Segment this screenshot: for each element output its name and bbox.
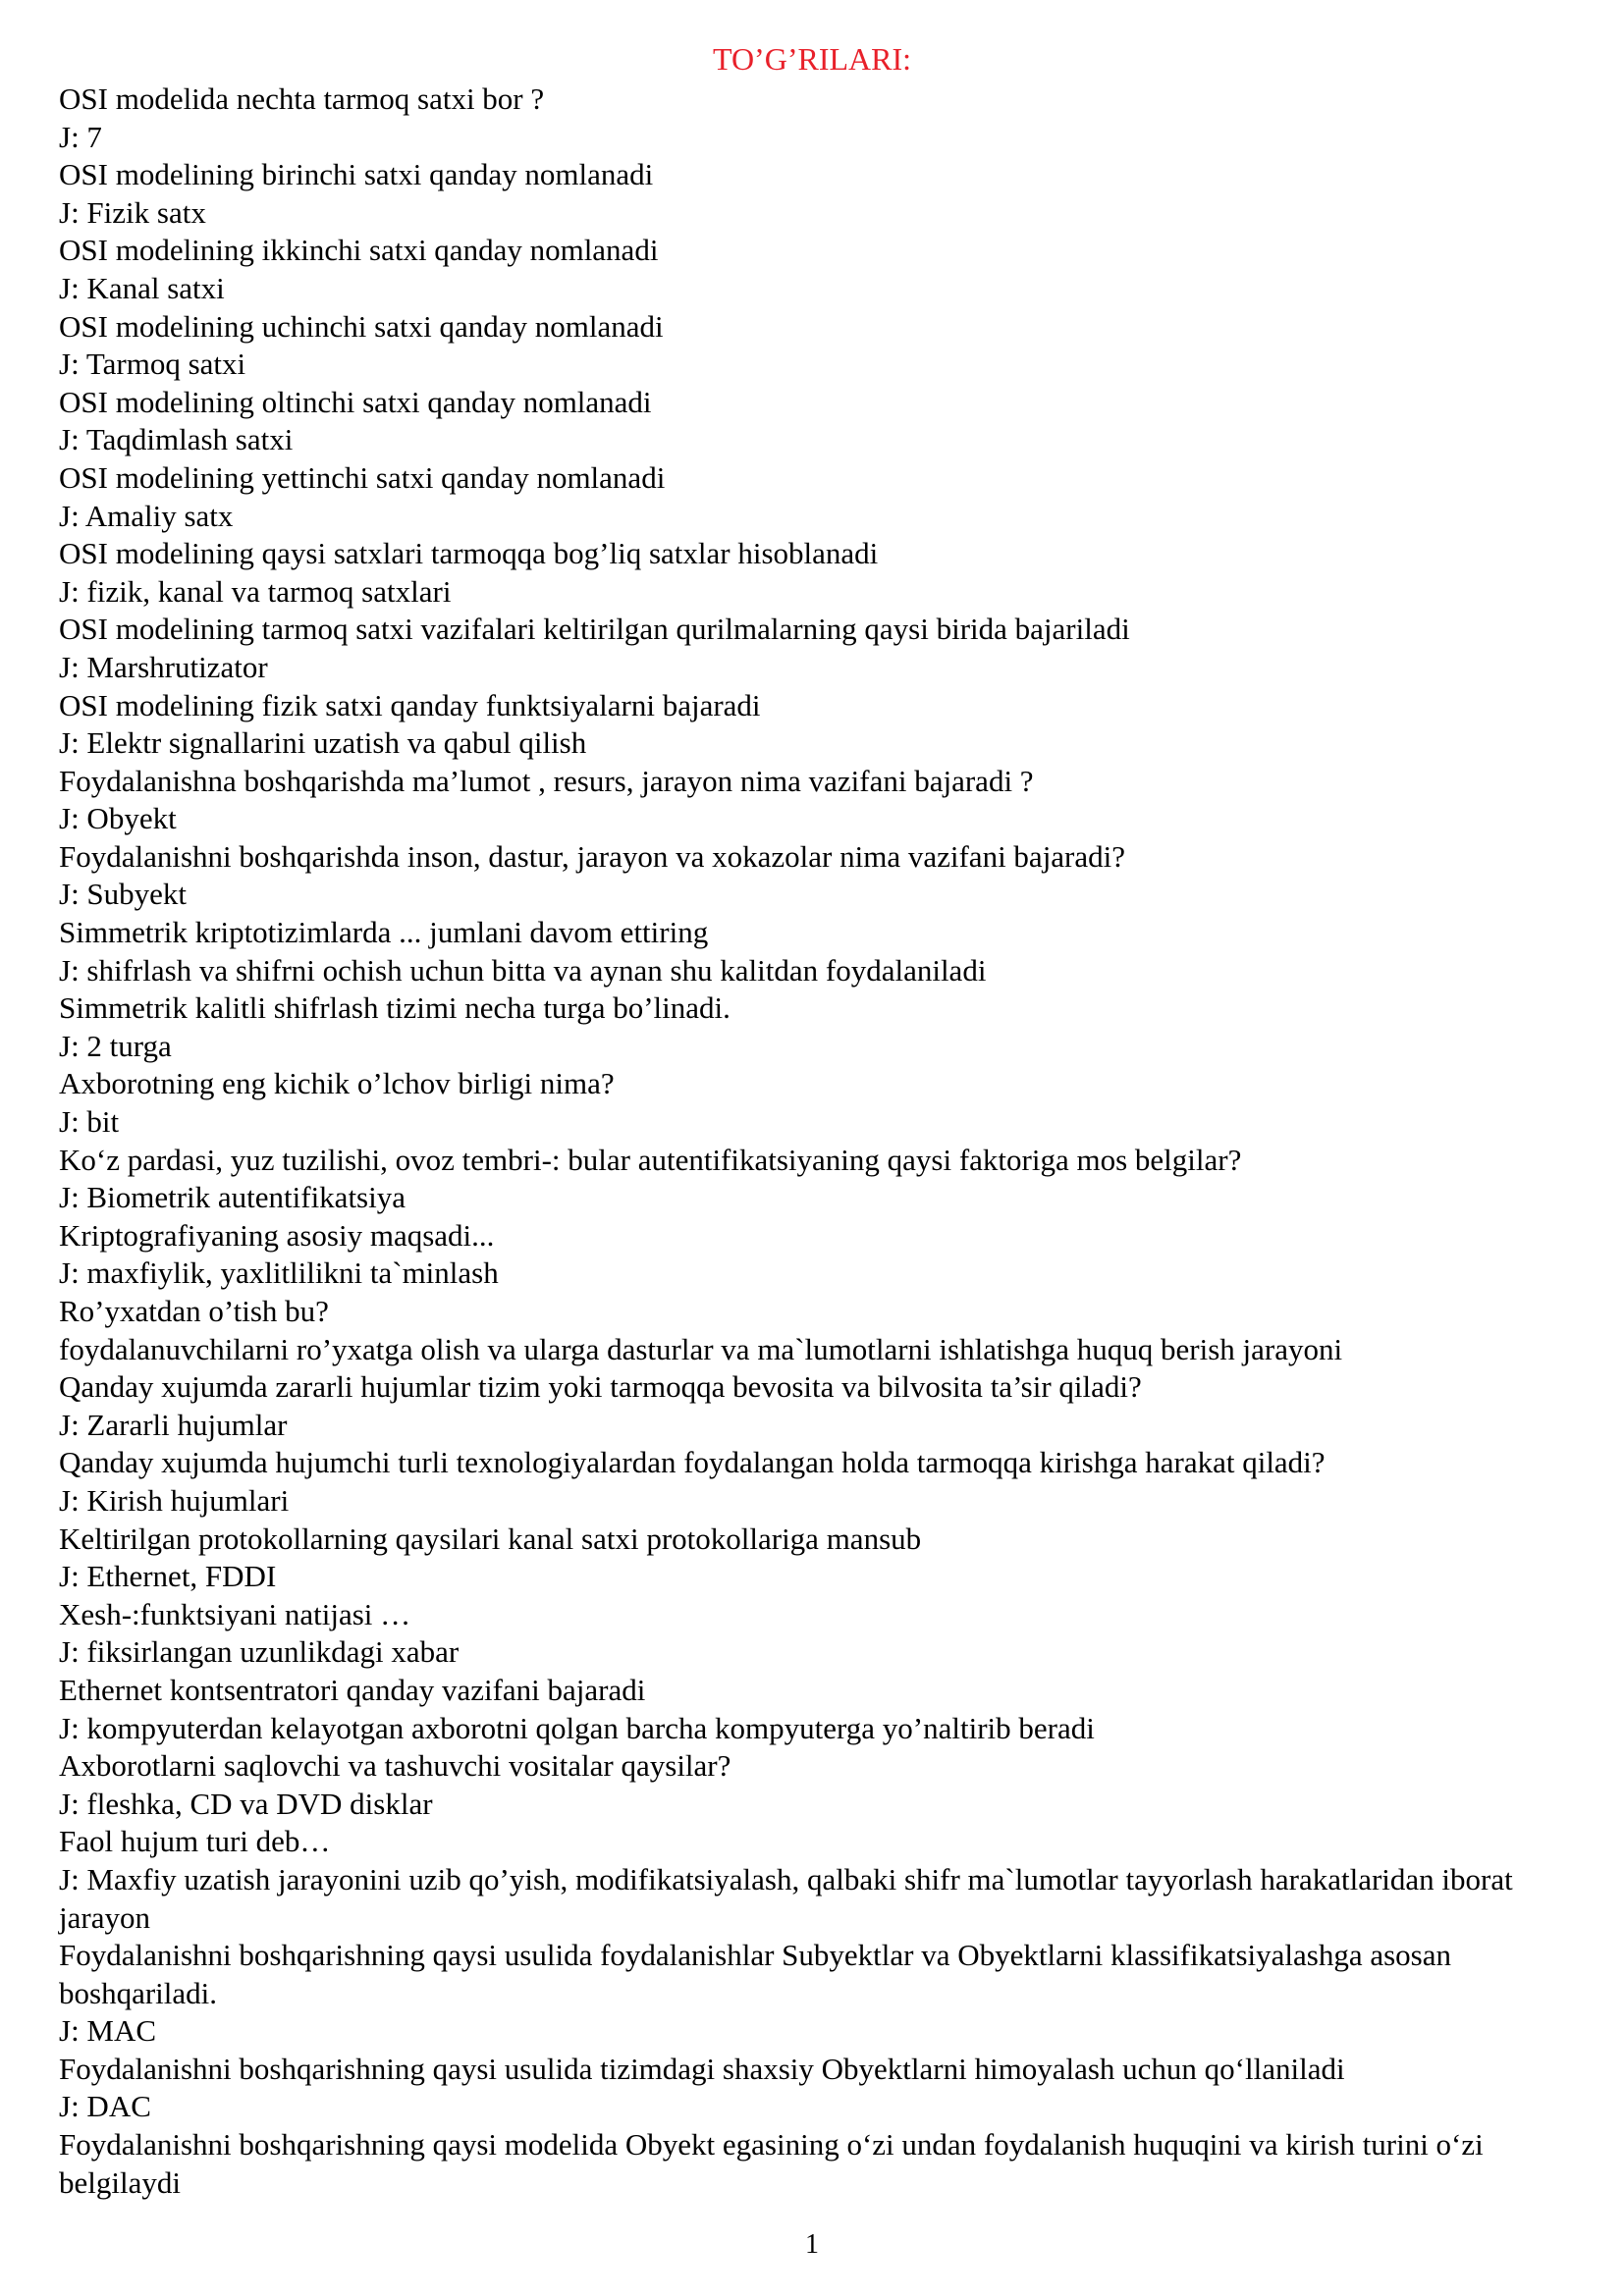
- answer-line: J: 7: [59, 119, 102, 154]
- text-line: OSI modelining uchinchi satxi qanday nomlanadi: [59, 308, 664, 344]
- text-line: OSI modelining yettinchi satxi qanday nomlanadi: [59, 459, 666, 495]
- text-line: Ko‘z pardasi, yuz tuzilishi, ovoz tembri-: bular autentifikatsiyaning qaysi faktoriga mos belgilar?: [59, 1142, 1242, 1177]
- text-line: OSI modelining fizik satxi qanday funktsiyalarni bajaradi: [59, 687, 761, 722]
- text-line: Foydalanishna boshqarishda ma’lumot , resurs, jarayon nima vazifani bajaradi ?: [59, 763, 1034, 798]
- text-line: Ethernet kontsentratori qanday vazifani bajaradi: [59, 1672, 646, 1707]
- text-line: Faol hujum turi deb…: [59, 1824, 331, 1859]
- text-line: Axborotning eng kichik o’lchov birligi nima?: [59, 1066, 615, 1101]
- text-line: OSI modelining oltinchi satxi qanday nomlanadi: [59, 384, 652, 419]
- answer-line: J: fleshka, CD va DVD disklar: [59, 1786, 433, 1821]
- answer-line: J: Biometrik autentifikatsiya: [59, 1180, 406, 1215]
- document-title: TO’G’RILARI:: [712, 41, 912, 77]
- page-number: 1: [805, 2229, 819, 2260]
- answer-line: J: fiksirlangan uzunlikdagi xabar: [59, 1634, 460, 1670]
- text-line: Foydalanishni boshqarishning qaysi usulida foydalanishlar Subyektlar va Obyektlarni klassifikatsiyalashga asosan boshqariladi.: [59, 1938, 1451, 2010]
- answer-line: J: Elektr signallarini uzatish va qabul qilish: [59, 725, 587, 761]
- text-line: OSI modelida nechta tarmoq satxi bor ?: [59, 81, 545, 116]
- answer-line: J: bit: [59, 1104, 120, 1140]
- document-body: [59, 80, 1591, 2202]
- text-line: Axborotlarni saqlovchi va tashuvchi vositalar qaysilar?: [59, 1748, 731, 1784]
- answer-line: J: maxfiylik, yaxlitlilikni ta`minlash: [59, 1255, 499, 1291]
- text-line: Foydalanishni boshqarishda inson, dastur, jarayon va xokazolar nima vazifani bajaradi?: [59, 838, 1126, 874]
- answer-line: J: fizik, kanal va tarmoq satxlari: [59, 573, 452, 609]
- text-line: OSI modelining tarmoq satxi vazifalari keltirilgan qurilmalarning qaysi birida bajariladi: [59, 612, 1130, 647]
- answer-line: J: Tarmoq satxi: [59, 347, 246, 382]
- answer-line: J: Maxfiy uzatish jarayonini uzib qo’yish, modifikatsiyalash, qalbaki shifr ma`lumotlar tayyorlash harakatlaridan iborat jarayon: [59, 1861, 1513, 1935]
- answer-line: J: Taqdimlash satxi: [59, 422, 294, 457]
- text-line: OSI modelining ikkinchi satxi qanday nomlanadi: [59, 233, 659, 268]
- text-line: Qanday xujumda zararli hujumlar tizim yoki tarmoqqa bevosita va bilvosita ta’sir qiladi?: [59, 1369, 1142, 1405]
- text-line: Simmetrik kriptotizimlarda ... jumlani davom ettiring: [59, 915, 709, 950]
- text-line: Simmetrik kalitli shifrlash tizimi necha turga bo’linadi.: [59, 990, 731, 1026]
- answer-line: J: Zararli hujumlar: [59, 1407, 288, 1442]
- text-line: Foydalanishni boshqarishning qaysi usulida tizimdagi shaxsiy Obyektlarni himoyalash uchun qo‘llaniladi: [59, 2051, 1345, 2086]
- text-line: Xesh-:funktsiyani natijasi …: [59, 1596, 411, 1631]
- answer-line: J: 2 turga: [59, 1028, 172, 1063]
- text-line: foydalanuvchilarni ro’yxatga olish va ularga dasturlar va ma`lumotlarni ishlatishga huquq berish jarayoni: [59, 1331, 1343, 1366]
- answer-line: J: Subyekt: [59, 877, 188, 912]
- text-line: Ro’yxatdan o’tish bu?: [59, 1294, 329, 1328]
- answer-line: J: shifrlash va shifrni ochish uchun bitta va aynan shu kalitdan foydalaniladi: [59, 952, 987, 988]
- answer-line: J: Marshrutizator: [59, 649, 268, 684]
- answer-line: J: Obyekt: [59, 801, 177, 836]
- answer-line: J: Fizik satx: [59, 194, 206, 230]
- answer-line: J: Amaliy satx: [59, 498, 234, 533]
- answer-line: J: Kanal satxi: [59, 270, 225, 305]
- text-line: Keltirilgan protokollarning qaysilari kanal satxi protokollariga mansub: [59, 1521, 922, 1556]
- answer-line: J: kompyuterdan kelayotgan axborotni qolgan barcha kompyuterga yo’naltirib beradi: [59, 1710, 1095, 1745]
- answer-line: J: Kirish hujumlari: [59, 1482, 290, 1518]
- text-line: Kriptografiyaning asosiy maqsadi...: [59, 1217, 495, 1253]
- text-line: OSI modelining birinchi satxi qanday nomlanadi: [59, 157, 654, 192]
- text-line: Foydalanishni boshqarishning qaysi modelida Obyekt egasining o‘zi undan foydalanish huquqini va kirish turini o‘zi belgilaydi: [59, 2127, 1484, 2200]
- text-line: OSI modelining qaysi satxlari tarmoqqa bog’liq satxlar hisoblanadi: [59, 536, 879, 571]
- answer-line: J: MAC: [59, 2013, 157, 2049]
- answer-line: J: DAC: [59, 2089, 151, 2124]
- answer-line: J: Ethernet, FDDI: [59, 1559, 277, 1594]
- text-line: Qanday xujumda hujumchi turli texnologiyalardan foydalangan holda tarmoqqa kirishga harakat qiladi?: [59, 1445, 1326, 1480]
